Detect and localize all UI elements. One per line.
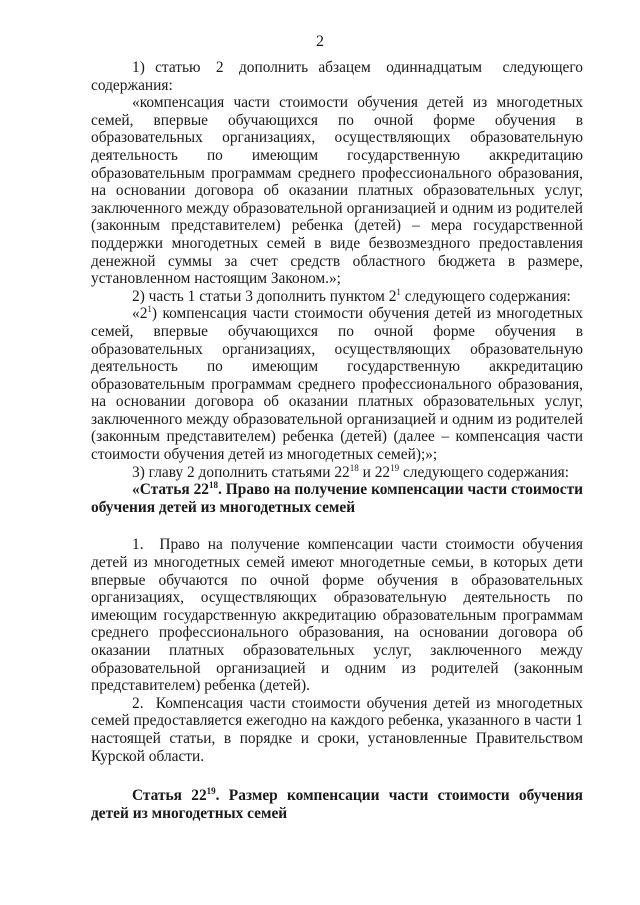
amendment-3-text-b: и 22: [358, 463, 391, 481]
amendment-3-text-c: следующего содержания:: [399, 463, 569, 481]
article-22-19-heading-a: Статья 22: [132, 787, 207, 805]
item-2-1-prefix: «2: [132, 305, 148, 323]
paragraph-amendment-1: 1) статью 2 дополнить абзацем одиннадцатым следующего содержания:: [91, 59, 583, 94]
article-22-18-heading-a: «Статья 22: [132, 481, 210, 499]
superscript: 1: [147, 304, 152, 315]
article-22-18-heading-b: . Право на получение компенсации части стоимости обучения детей из многодетных семей: [91, 481, 583, 516]
page-number: 2: [316, 33, 324, 50]
document-body: [91, 59, 583, 822]
paragraph-amendment-2-text: 2) часть 1 статьи 3 дополнить пунктом 2: [132, 287, 397, 305]
item-2-1-text: ) компенсация части стоимости обучения детей из многодетных семей, впервые обучающихся по очной форме обучения в образовательных организациях, осуществляющих образовательную деятельность по имеющим государственную аккредитацию образовательным программам среднего профессионального образования, на основании договора об оказании платных образовательных услуг, заключенного между образовательной организацией и одним из родителей (законным представителем) ребенка (детей) (далее – компенсация части стоимости обучения детей из многодетных семей);»;: [91, 305, 583, 464]
superscript: 19: [206, 786, 216, 797]
paragraph-quote-definition: «компенсация части стоимости обучения детей из многодетных семей, впервые обучающихся по очной форме обучения в образовательных организациях, осуществляющих образовательную деятельность по имеющим государственную аккредитацию образовательным программам среднего профессионального образования, на основании договора об оказании платных образовательных услуг, заключенного между образовательной организацией и одним из родителей (законным представителем) ребенка (детей) – мера государственной поддержки многодетных семей в виде безвозмездного предоставления денежной суммы за счет средств областного бюджета в размере, установленном настоящим Законом.»;: [91, 94, 583, 288]
spacer: [91, 516, 583, 536]
paragraph-quote-item-2-1: [91, 305, 583, 463]
article-22-19-heading-b: . Размер компенсации части стоимости обучения детей из многодетных семей: [91, 787, 583, 822]
superscript: 18: [209, 480, 219, 491]
superscript: 18: [349, 462, 359, 473]
paragraph-amendment-2: [91, 288, 583, 306]
paragraph-amendment-3: [91, 464, 583, 482]
superscript: 19: [390, 462, 400, 473]
amendment-3-text-a: 3) главу 2 дополнить статьями 22: [132, 463, 350, 481]
paragraph-amendment-2-text-end: следующего содержания:: [400, 287, 571, 305]
article-22-18-part-2: 2. Компенсация части стоимости обучения детей из многодетных семей предоставляется ежегодно на каждого ребенка, указанного в части 1 настоящей статьи, в порядке и сроки, установленные Правительством Курской области.: [91, 694, 583, 765]
article-22-18-part-1: 1. Право на получение компенсации части стоимости обучения детей из многодетных семей имеют многодетные семьи, в которых дети впервые обучаются по очной форме обучения в образовательных организациях, осуществляющих образовательную деятельность по имеющим государственную аккредитацию образовательным программам среднего профессионального образования, на основании договора об оказании платных образовательных услуг, заключенного между образовательной организацией и одним из родителей (законным представителем) ребенка (детей).: [91, 536, 583, 695]
superscript: 1: [396, 286, 401, 297]
article-22-19-heading: [91, 787, 583, 822]
spacer: [91, 765, 583, 787]
article-22-18-heading: [91, 481, 583, 516]
